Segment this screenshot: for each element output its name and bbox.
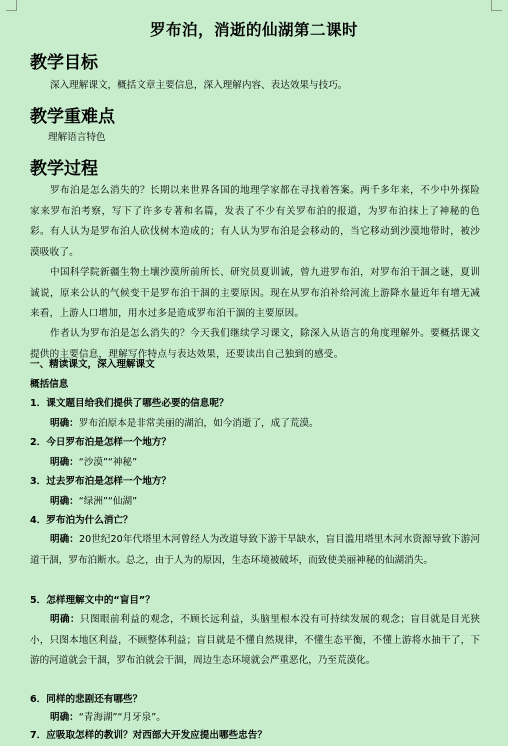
question-1: 1．课文题目给我们提供了哪些必要的信息呢？: [30, 398, 229, 409]
answer-label: 明确：: [50, 614, 81, 625]
page-corner-mark: [6, 0, 17, 11]
answer-3: [50, 492, 500, 512]
key-points-heading: 教学重难点: [30, 107, 115, 127]
goals-text: 深入理解课文，概括文章主要信息，深入理解内容、表达效果与技巧。: [50, 80, 348, 91]
answer-text: 只图眼前利益的观念，不顾长远利益，头脑里根本没有可持续发展的观念；盲目就是目光狭小，只图本地区利益，不顾整体利益；盲目就是不懂自然规律，不懂生态平衡，不懂上游将水抽干了，下游的河道就会干涸，罗布泊就会干涸，周边生态环境就会严重恶化，乃至荒漠化。: [30, 614, 481, 666]
question-4: 4．罗布泊为什么消亡？: [30, 515, 133, 526]
section-heading-reading: 一、精读课文，深入理解课文: [30, 359, 155, 370]
key-points-text: 理解语言特色: [48, 132, 106, 143]
document-title: 罗布泊，消逝的仙湖第二课时: [149, 20, 358, 39]
answer-1: [50, 414, 500, 434]
answer-text: “沙漠”“神秘”: [78, 457, 138, 468]
answer-label: 明确：: [50, 496, 79, 507]
answer-text: “青海湖”“月牙泉”。: [78, 712, 166, 723]
question-3: 3．过去罗布泊是怎样一个地方？: [30, 476, 171, 487]
answer-label: 明确：: [50, 712, 79, 723]
process-heading: 教学过程: [30, 159, 98, 179]
question-2: 2．今日罗布泊是怎样一个地方？: [30, 437, 171, 448]
answer-text: “绿洲”“仙湖”: [78, 496, 138, 507]
answer-label: 明确：: [50, 534, 79, 545]
goals-heading: 教学目标: [30, 53, 98, 73]
answer-2: [50, 453, 500, 473]
question-5: 5．怎样理解文中的“盲目”？: [30, 595, 155, 606]
paragraph-intro: 罗布泊是怎么消失的？长期以来世界各国的地理学家都在寻找着答案。两千多年来，不少中外探险家来罗布泊考察，写下了许多专著和名篇，发表了不少有关罗布泊的报道，为罗布泊抹上了神秘的色彩。有人认为是罗布泊人砍伐树木造成的；有人认为罗布泊是会移动的，当它移动到沙漠地带时，被沙漠吸收了。: [30, 185, 480, 258]
answer-4: [30, 530, 480, 571]
paragraph-research: 中国科学院新疆生物土壤沙漠所前所长、研究员夏训诚，曾九进罗布泊，对罗布泊干涸之谜，夏训诚说，原来公认的气候变干是罗布泊干涸的主要原因。现在从罗布泊补给河流上游降水量近年有增无减来看，上游人口增加，用水过多是造成罗布泊干涸的主要原因。: [30, 267, 480, 319]
subheading-overview: 概括信息: [30, 379, 69, 390]
paragraph-lesson-aim: 作者认为罗布泊是怎么消失的？今天我们继续学习课文，除深入从语言的角度理解外。要概括课文提供的主要信息，理解写作特点与表达效果，还要读出自己独到的感受。: [30, 328, 480, 360]
page-corner-mark: [491, 0, 502, 11]
answer-text: 20世纪20年代塔里木河曾经人为改道导致下游干旱缺水，盲目滥用塔里木河水资源导致下游河道干涸，罗布泊断水。总之，由于人为的原因，生态环境被破坏，而致使美丽神秘的仙湖消失。: [30, 534, 480, 566]
answer-label: 明确：: [50, 418, 79, 429]
question-7: 7．应吸取怎样的教训？对西部大开发应提出哪些忠告？: [30, 730, 267, 741]
answer-label: 明确：: [50, 457, 79, 468]
answer-6: [50, 708, 500, 728]
answer-5: [30, 610, 480, 672]
answer-text: 罗布泊原本是非常美丽的湖泊，如今消逝了，成了荒漠。: [78, 418, 319, 429]
question-6: 6．同样的悲剧还有哪些？: [30, 694, 143, 705]
